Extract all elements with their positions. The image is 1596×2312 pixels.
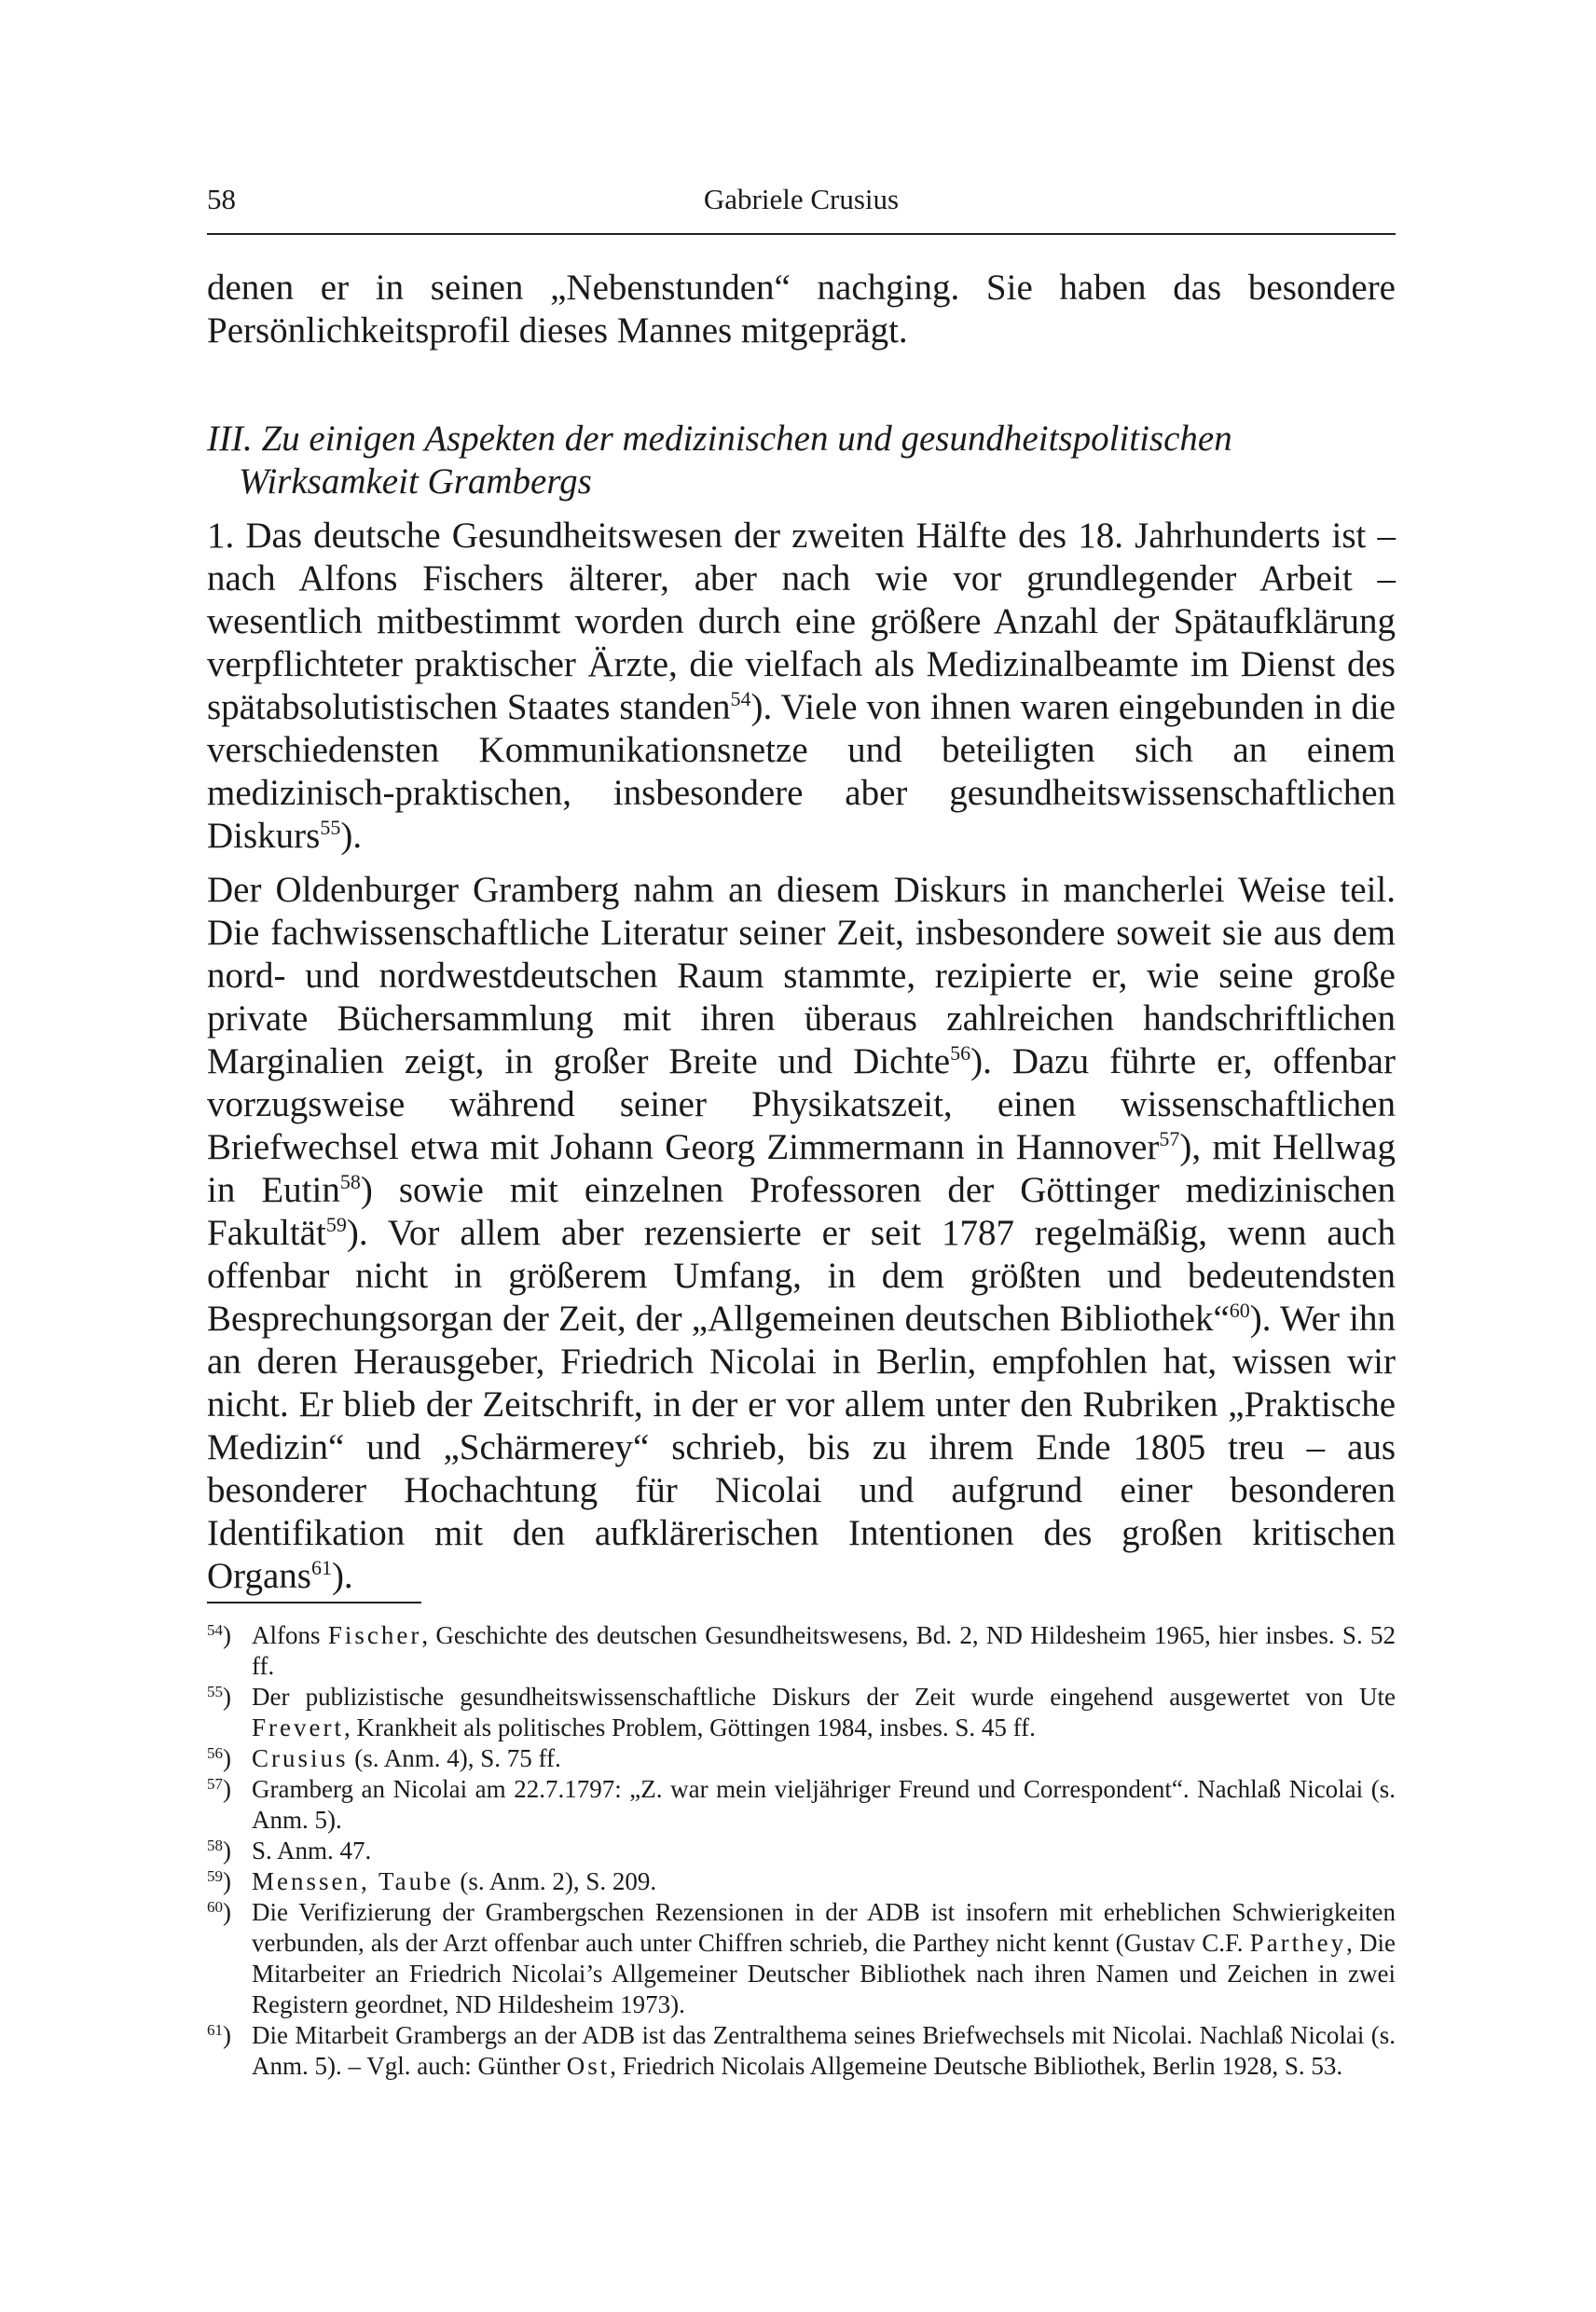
footnote-ref-59[interactable]: 59 <box>325 1213 347 1236</box>
paragraph-text: ), mit Hellwag in Eutin <box>207 1127 1396 1210</box>
footnote-60 <box>207 1897 1396 2020</box>
footnote-ref-54[interactable]: 54 <box>730 687 751 710</box>
footnote-text: Gramberg an Nicolai am 22.7.1797: „Z. war mein vieljähriger Freund und Correspondent“. Nachlaß Nicolai (s. Anm. 5). <box>252 1775 1396 1834</box>
footnote-marker: $^{56}$) <box>207 1744 231 1772</box>
footnote-text: S. Anm. 47. <box>252 1837 372 1865</box>
footnote-ref-55[interactable]: 55 <box>320 816 341 839</box>
paragraph-text: 1. Das deutsche Gesundheitswesen der zweiten Hälfte des 18. Jahrhunderts ist – nach Alfons Fischers älterer, aber nach wie vor grundlegender Arbeit – wesentlich mitbestimmt worden durch eine größere Anzahl der Spätaufklärung verpflichteter praktischer Ärzte, die vielfach als Medizinalbeamte im Dienst des spätabsolutistischen Staates standen <box>207 516 1396 727</box>
footnote-marker: $^{60}$) <box>207 1898 231 1926</box>
footnote-57 <box>207 1774 1396 1836</box>
footnote-58 <box>207 1836 1396 1866</box>
footnote-number: 55 <box>207 1683 223 1700</box>
footnote-author: Fischer <box>327 1621 422 1649</box>
paragraph-text: ) sowie mit einzelnen Professoren der Göttinger medizinischen Fakultät <box>207 1170 1396 1253</box>
paragraph-text: ). Wer ihn an deren Herausgeber, Friedrich Nicolai in Berlin, empfohlen hat, wissen wir nicht. Er blieb der Zeitschrift, in der er vor allem unter den Rubriken „Praktische Medizin“ und „Schärmerey“ schrieb, bis zu ihrem Ende 1805 treu – aus besonderer Hochachtung für Nicolai und aufgrund einer besonderen Identifikation mit den aufklärerischen Intentionen des großen kritischen Organs <box>207 1299 1396 1596</box>
footnote-marker: $^{54}$) <box>207 1621 231 1649</box>
footnote-ref-61[interactable]: 61 <box>310 1556 332 1579</box>
footnote-text: , Krankheit als politisches Problem, Göttingen 1984, insbes. S. 45 ff. <box>343 1713 1036 1741</box>
footnote-marker: $^{55}$) <box>207 1683 231 1711</box>
paragraph-text: ). Viele von ihnen waren eingebunden in die verschiedensten Kommunikationsnetze und beteiligten sich an einem medizinisch-praktischen, insbesondere aber gesundheitswissenschaftlichen Diskurs <box>207 687 1396 856</box>
paragraph-text: Der Oldenburger Gramberg nahm an diesem Diskurs in mancherlei Weise teil. Die fachwissenschaftliche Literatur seiner Zeit, insbesondere soweit sie aus dem nord- und nordwestdeutschen Raum stammte, rezipierte er, wie seine große private Büchersammlung mit ihren überaus zahlreichen handschriftlichen Marginalien zeigt, in großer Breite und Dichte <box>207 870 1396 1081</box>
footnote-text: Alfons <box>252 1621 328 1649</box>
footnote-number: 57 <box>207 1775 223 1793</box>
paragraph-text: ). Vor allem aber rezensierte er seit 1787 regelmäßig, wenn auch offenbar nicht in größerem Umfang, in dem größten und bedeutendsten Besprechungsorgan der Zeit, der „Allgemeinen deutschen Bibliothek“ <box>207 1213 1396 1339</box>
paragraph-continuation: denen er in seinen „Nebenstunden“ nachging. Sie haben das besondere Persönlichkeitsprofil dieses Mannes mitgeprägt. <box>207 268 1396 351</box>
footnote-text: (s. Anm. 2), S. 209. <box>453 1867 657 1895</box>
footnote-author: Parthey <box>1249 1929 1347 1957</box>
footnote-text: Die Verifizierung der Grambergschen Rezensionen in der ADB ist insofern mit erheblichen Schwierigkeiten verbunden, als der Arzt offenbar auch unter Chiffren schrieb, die Parthey nicht kennt (Gustav C.F. <box>252 1898 1396 1957</box>
section-heading <box>207 418 1396 503</box>
footnote-author: Ost <box>566 2052 611 2080</box>
footnote-marker: $^{61}$) <box>207 2021 231 2049</box>
page-number: 58 <box>207 183 236 215</box>
footnote-marker: $^{58}$) <box>207 1837 231 1865</box>
paragraph-text: ). Dazu führte er, offenbar vorzugsweise während seiner Physikatszeit, einen wissenschaftlichen Briefwechsel etwa mit Johann Georg Zimmermann in Hannover <box>207 1041 1396 1167</box>
paragraph-2 <box>207 869 1396 1598</box>
paragraph-text: ). <box>331 1556 353 1596</box>
footnote-author: Crusius <box>252 1744 349 1772</box>
footnotes <box>207 1620 1396 2082</box>
footnote-number: 61 <box>207 2021 223 2039</box>
paragraph-text: ). <box>340 816 363 856</box>
footnote-ref-56[interactable]: 56 <box>950 1041 971 1065</box>
footnote-61 <box>207 2020 1396 2082</box>
running-header <box>207 183 1396 235</box>
footnote-text: , Geschichte des deutschen Gesundheitswesens, Bd. 2, ND Hildesheim 1965, hier insbes. S. 52 ff. <box>252 1621 1396 1680</box>
footnote-author: Frevert <box>252 1713 344 1741</box>
footnote-ref-60[interactable]: 60 <box>1229 1299 1250 1322</box>
footnote-55 <box>207 1682 1396 1743</box>
running-title: Gabriele Crusius <box>703 183 900 215</box>
footnote-author: Menssen, Taube <box>252 1867 454 1895</box>
footnote-ref-57[interactable]: 57 <box>1159 1127 1180 1150</box>
section-heading-line1: III. Zu einigen Aspekten der medizinischen und gesundheitspolitischen <box>207 419 1232 459</box>
footnote-54 <box>207 1620 1396 1682</box>
footnote-ref-58[interactable]: 58 <box>339 1170 361 1193</box>
footnote-divider <box>207 1602 421 1603</box>
footnote-56 <box>207 1743 1396 1774</box>
footnote-text: Die Mitarbeit Grambergs an der ADB ist das Zentralthema seines Briefwechsels mit Nicolai. Nachlaß Nicolai (s. Anm. 5). – Vgl. auch: Günther <box>252 2021 1396 2080</box>
footnote-number: 54 <box>207 1621 223 1639</box>
footnote-marker: $^{57}$) <box>207 1775 231 1803</box>
footnote-59 <box>207 1866 1396 1897</box>
main-text <box>207 267 1396 1598</box>
footnote-number: 56 <box>207 1744 223 1762</box>
footnote-text: Der publizistische gesundheitswissenschaftliche Diskurs der Zeit wurde eingehend ausgewertet von Ute <box>252 1683 1396 1711</box>
paragraph-1 <box>207 515 1396 858</box>
footnote-number: 58 <box>207 1837 223 1854</box>
footnote-text: , Die Mitarbeiter an Friedrich Nicolai’s Allgemeiner Deutscher Bibliothek nach ihren Namen und Zeichen in zwei Registern geordnet, ND Hildesheim 1973). <box>252 1929 1396 2018</box>
footnote-number: 59 <box>207 1867 223 1885</box>
section-heading-line2: Wirksamkeit Grambergs <box>239 461 592 502</box>
footnote-text: , Friedrich Nicolais Allgemeine Deutsche Bibliothek, Berlin 1928, S. 53. <box>610 2052 1343 2080</box>
footnote-number: 60 <box>207 1898 223 1916</box>
footnote-text: (s. Anm. 4), S. 75 ff. <box>348 1744 561 1772</box>
footnote-marker: $^{59}$) <box>207 1867 231 1895</box>
